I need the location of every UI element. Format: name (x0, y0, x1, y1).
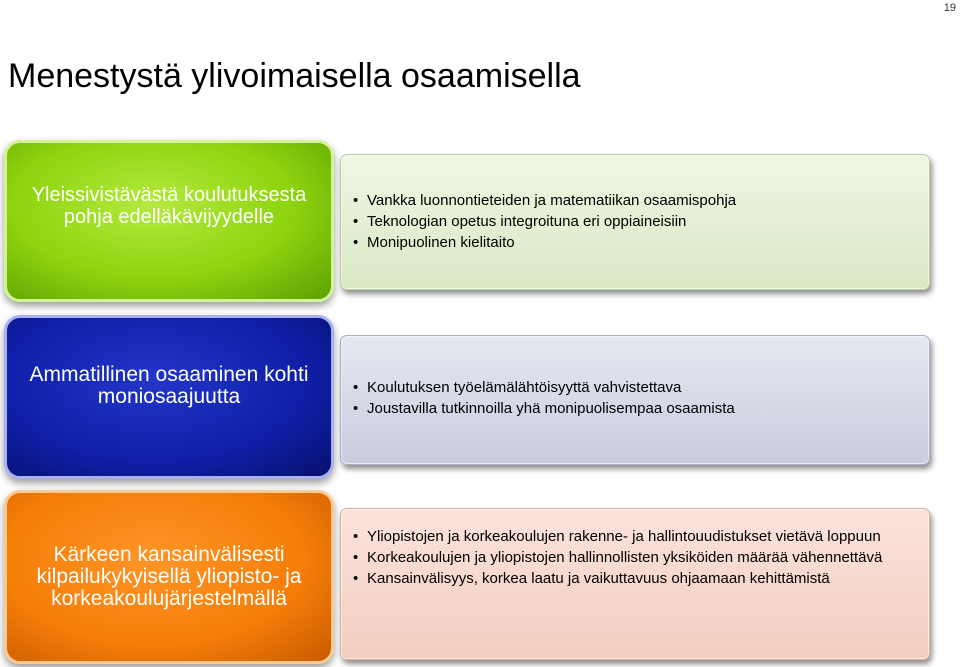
label-text: Yleissivistävästä koulutuksesta pohja edelläkävijyydelle (31, 184, 307, 228)
row-higher-education (0, 490, 960, 665)
label-box-vocational (4, 315, 334, 479)
bullet-item: • Teknologian opetus integroituna eri oppiaineisiin (353, 212, 915, 231)
bullet-item: • Yliopistojen ja korkeakoulujen rakenne- ja hallintouudistukset vietävä loppuun (353, 527, 915, 546)
bullet-list (341, 378, 929, 420)
page-title: Menestystä ylivoimaisella osaamisella (8, 57, 581, 95)
bullet-item: • Vankka luonnontieteiden ja matematiikan osaamispohja (353, 191, 915, 210)
bullet-item: • Koulutuksen työelämälähtöisyyttä vahvistettava (353, 378, 915, 397)
bullet-list (341, 527, 929, 590)
bullet-list (341, 191, 929, 254)
row-vocational (0, 315, 960, 483)
bullet-item: • Korkeakoulujen ja yliopistojen hallinnollisten yksiköiden määrää vähennettävä (353, 548, 915, 567)
label-box-higher-education (4, 490, 334, 664)
page-number: 19 (943, 2, 956, 14)
content-box-vocational (340, 335, 930, 465)
bullet-item: • Monipuolinen kielitaito (353, 233, 915, 252)
label-box-general-education (4, 140, 334, 302)
bullet-item: • Joustavilla tutkinnoilla yhä monipuolisempaa osaamista (353, 399, 915, 418)
row-general-education (0, 140, 960, 308)
label-text: Ammatillinen osaaminen kohti moniosaajuutta (29, 363, 309, 408)
content-box-higher-education (340, 508, 930, 660)
bullet-item: • Kansainvälisyys, korkea laatu ja vaikuttavuus ohjaamaan kehittämistä (353, 569, 915, 588)
content-box-general-education (340, 154, 930, 290)
label-text: Kärkeen kansainvälisesti kilpailukykyisellä yliopisto- ja korkeakoulujärjestelmällä (36, 543, 302, 610)
